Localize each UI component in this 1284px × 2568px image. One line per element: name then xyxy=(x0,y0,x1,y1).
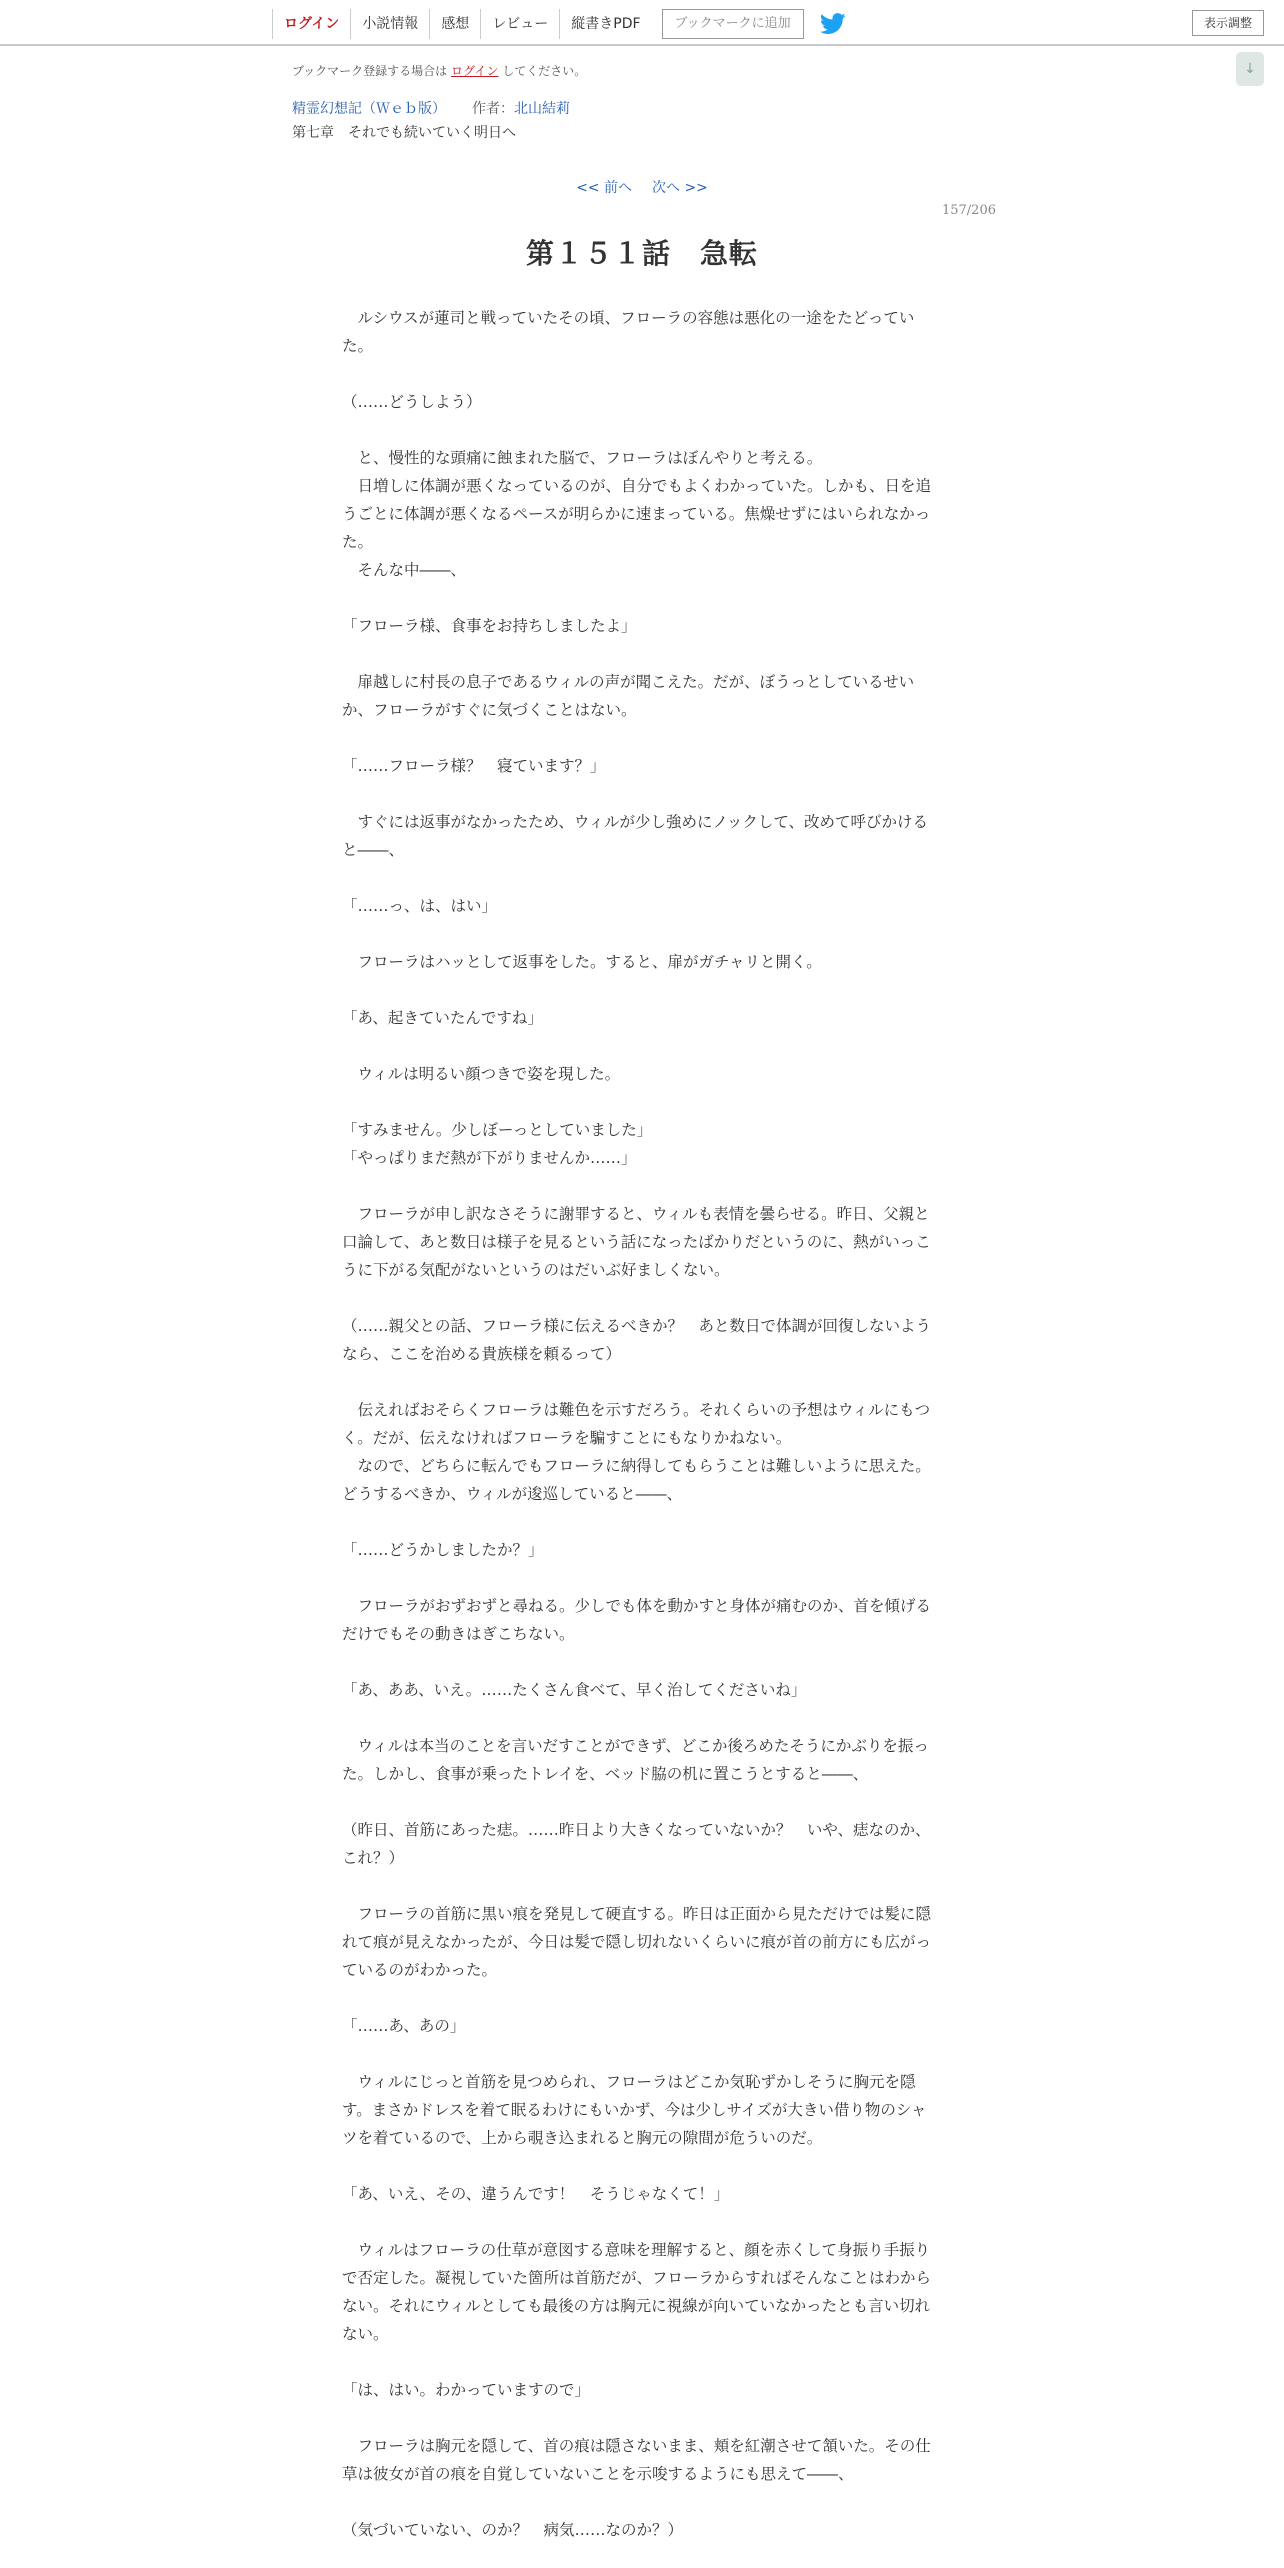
body-paragraph: 「……っ、は、はい」 xyxy=(342,897,498,915)
episode-page-count: 157/206 xyxy=(941,203,996,218)
body-paragraph xyxy=(342,2348,938,2376)
nav-menu xyxy=(272,8,846,40)
body-paragraph xyxy=(342,2404,938,2432)
scroll-down-arrow-icon[interactable]: ↓ xyxy=(1236,52,1264,86)
body-paragraph: そんな中――、 xyxy=(342,561,467,579)
bookmark-note-login-link[interactable]: ログイン xyxy=(451,64,499,78)
body-paragraph: （……親父との話、フローラ様に伝えるべきか？ あと数日で体調が回復しないようなら、ここを治める貴族様を頼るって） xyxy=(342,1317,932,1363)
prev-episode-link[interactable]: << 前へ xyxy=(576,180,632,196)
body-paragraph: 「あ、いえ、その、違うんです！ そうじゃなくて！」 xyxy=(342,2185,730,2203)
bookmark-note-suffix: してください。 xyxy=(502,64,587,78)
author-name-link[interactable]: 北山結莉 xyxy=(514,101,570,117)
body-paragraph xyxy=(342,1172,938,1200)
body-paragraph: 伝えればおそらくフローラは難色を示すだろう。それくらいの予想はウィルにもつく。だが、伝えなければフローラを騙すことにもなりかねない。 xyxy=(342,1401,931,1447)
body-paragraph: すぐには返事がなかったため、ウィルが少し強めにノックして、改めて呼びかけると――、 xyxy=(342,813,929,859)
body-paragraph xyxy=(342,1788,938,1816)
chapter-title: 第七章 それでも続いていく明日へ xyxy=(292,125,516,141)
body-paragraph: 「……あ、あの」 xyxy=(342,2017,466,2035)
body-paragraph: 「フローラ様、食事をお持ちしましたよ」 xyxy=(342,617,637,635)
body-paragraph: フローラの首筋に黒い痕を発見して硬直する。昨日は正面から見ただけでは髪に隠れて痕が見えなかったが、今日は髪で隠し切れないくらいに痕が首の前方にも広がっているのがわかった。 xyxy=(342,1905,932,1979)
body-paragraph xyxy=(342,416,938,444)
top-navigation-bar xyxy=(0,0,1284,46)
body-paragraph xyxy=(342,1564,938,1592)
body-paragraph: フローラがおずおずと尋ねる。少しでも体を動かすと身体が痛むのか、首を傾げるだけでもその動きはぎこちない。 xyxy=(342,1597,932,1643)
nav-login-link[interactable]: ログイン xyxy=(272,9,350,39)
novel-meta xyxy=(292,98,570,118)
body-paragraph xyxy=(342,2488,938,2516)
body-paragraph: 「は、はい。わかっていますので」 xyxy=(342,2381,591,2399)
body-paragraph: 「やっぱりまだ熱が下がりませんか……」 xyxy=(342,1149,637,1167)
author-label: 作者： xyxy=(472,101,514,117)
body-paragraph xyxy=(342,1368,938,1396)
body-paragraph: と、慢性的な頭痛に蝕まれた脳で、フローラはぼんやりと考える。 xyxy=(342,449,823,467)
bookmark-note-prefix: ブックマーク登録する場合は xyxy=(292,64,448,78)
body-paragraph xyxy=(342,920,938,948)
body-paragraph: フローラは胸元を隠して、首の痕は隠さないまま、頬を紅潮させて頷いた。その仕草は彼女が首の痕を自覚していないことを示唆するようにも思えて――、 xyxy=(342,2437,931,2483)
body-paragraph: （気づいていない、のか？ 病気……なのか？） xyxy=(342,2521,684,2539)
body-paragraph xyxy=(342,1704,938,1732)
display-settings-button[interactable]: 表示調整 xyxy=(1192,10,1264,36)
episode-title: 第１５１話 急転 xyxy=(525,237,758,270)
body-paragraph xyxy=(342,584,938,612)
body-paragraph xyxy=(342,360,938,388)
body-paragraph xyxy=(342,976,938,1004)
body-paragraph xyxy=(342,1648,938,1676)
body-paragraph: 「……フローラ様？ 寝ています？」 xyxy=(342,757,606,775)
body-paragraph: （……どうしよう） xyxy=(342,393,482,411)
nav-novel-info-link[interactable]: 小説情報 xyxy=(350,9,429,39)
body-paragraph xyxy=(342,780,938,808)
episode-body xyxy=(342,304,938,2544)
body-paragraph xyxy=(342,2152,938,2180)
body-paragraph: フローラが申し訳なさそうに謝罪すると、ウィルも表情を曇らせる。昨日、父親と口論して、あと数日は様子を見るという話になったばかりだというのに、熱がいっこうに下がる気配がないというのはだいぶ好ましくない。 xyxy=(342,1205,931,1279)
nav-review-link[interactable]: レビュー xyxy=(480,9,559,39)
nav-pdf-link[interactable]: 縦書きPDF xyxy=(559,9,651,39)
series-title-link[interactable]: 精霊幻想記（Ｗｅｂ版） xyxy=(292,101,446,117)
bookmark-login-note xyxy=(292,62,586,79)
body-paragraph xyxy=(342,2040,938,2068)
body-paragraph xyxy=(342,1088,938,1116)
body-paragraph xyxy=(342,864,938,892)
body-paragraph xyxy=(342,1872,938,1900)
body-paragraph: ウィルにじっと首筋を見つめられ、フローラはどこか気恥ずかしそうに胸元を隠す。まさかドレスを着て眠るわけにもいかず、今は少しサイズが大きい借り物のシャツを着ているので、上から覗き込まれると胸元の隙間が危ういのだ。 xyxy=(342,2073,927,2147)
nav-impressions-link[interactable]: 感想 xyxy=(429,9,480,39)
body-paragraph xyxy=(342,1984,938,2012)
episode-pager xyxy=(0,177,1284,197)
body-paragraph: 日増しに体調が悪くなっているのが、自分でもよくわかっていた。しかも、日を追うごとに体調が悪くなるペースが明らかに速まっている。焦燥せずにはいられなかった。 xyxy=(342,477,932,551)
body-paragraph xyxy=(342,1508,938,1536)
body-paragraph: 扉越しに村長の息子であるウィルの声が聞こえた。だが、ぼうっとしているせいか、フローラがすぐに気づくことはない。 xyxy=(342,673,915,719)
body-paragraph: ウィルは本当のことを言いだすことができず、どこか後ろめたそうにかぶりを振った。しかし、食事が乗ったトレイを、ベッド脇の机に置こうとすると――、 xyxy=(342,1737,929,1783)
body-paragraph xyxy=(342,2208,938,2236)
body-paragraph: 「すみません。少しぼーっとしていました」 xyxy=(342,1121,653,1139)
body-paragraph: 「あ、ああ、いえ。……たくさん食べて、早く治してくださいね」 xyxy=(342,1681,807,1699)
body-paragraph: ウィルは明るい顔つきで姿を現した。 xyxy=(342,1065,621,1083)
body-paragraph: フローラはハッとして返事をした。すると、扉がガチャリと開く。 xyxy=(342,953,822,971)
body-paragraph: ウィルはフローラの仕草が意図する意味を理解すると、顔を赤くして身振り手振りで否定した。凝視していた箇所は首筋だが、フローラからすればそんなことはわからない。それにウィルとしても最後の方は胸元に視線が向いていなかったとも言い切れない。 xyxy=(342,2241,932,2343)
body-paragraph xyxy=(342,1284,938,1312)
body-paragraph: （昨日、首筋にあった痣。……昨日より大きくなっていないか？ いや、痣なのか、これ？） xyxy=(342,1821,931,1867)
body-paragraph xyxy=(342,640,938,668)
body-paragraph: 「あ、起きていたんですね」 xyxy=(342,1009,543,1027)
body-paragraph xyxy=(342,1032,938,1060)
body-paragraph xyxy=(342,724,938,752)
body-paragraph: 「……どうかしましたか？」 xyxy=(342,1541,544,1559)
twitter-bird-icon[interactable] xyxy=(820,11,846,37)
body-paragraph: なので、どちらに転んでもフローラに納得してもらうことは難しいように思えた。どうするべきか、ウィルが逡巡していると――、 xyxy=(342,1457,931,1503)
body-paragraph: ルシウスが蓮司と戦っていたその頃、フローラの容態は悪化の一途をたどっていた。 xyxy=(342,309,915,355)
add-bookmark-button[interactable]: ブックマークに追加 xyxy=(662,9,804,39)
next-episode-link[interactable]: 次へ >> xyxy=(652,180,708,196)
